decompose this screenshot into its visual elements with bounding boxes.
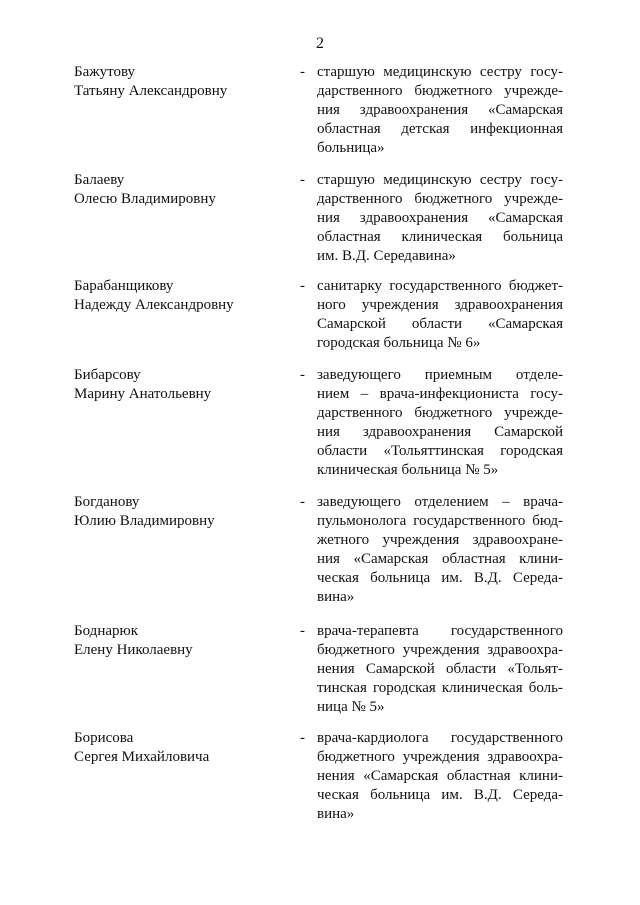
- dash-separator: -: [300, 494, 305, 510]
- given-names: Юлию Владимировну: [74, 513, 215, 529]
- person-name: [74, 277, 274, 315]
- position-line: вина»: [317, 806, 355, 822]
- given-names: Сергея Михайловича: [74, 749, 210, 765]
- dash-separator: -: [300, 623, 305, 639]
- position-line: ния здравоохранения «Самарская: [317, 210, 563, 226]
- given-names: Олесю Владимировну: [74, 191, 216, 207]
- surname: Барабанщикову: [74, 278, 174, 294]
- position-line: больница»: [317, 140, 385, 156]
- position-line: ческая больница им. В.Д. Середа-: [317, 787, 563, 803]
- position-description: [317, 171, 563, 266]
- position-line: ного учреждения здравоохранения: [317, 297, 563, 313]
- position-line: ния «Самарская областная клини-: [317, 551, 563, 567]
- given-names: Елену Николаевну: [74, 642, 193, 658]
- given-names: Марину Анатольевну: [74, 386, 212, 402]
- position-line: областная детская инфекционная: [317, 121, 563, 137]
- position-line: ница № 5»: [317, 699, 385, 715]
- position-line: ния здравоохранения Самарской: [317, 424, 563, 440]
- position-line: заведующего приемным отделе-: [317, 367, 563, 383]
- position-line: бюджетного учреждения здравоохра-: [317, 749, 563, 765]
- position-line: ческая больница им. В.Д. Середа-: [317, 570, 563, 586]
- position-description: [317, 622, 563, 717]
- person-name: [74, 622, 274, 660]
- position-line: области «Тольяттинская городская: [317, 443, 563, 459]
- position-line: жетного учреждения здравоохране-: [317, 532, 563, 548]
- position-description: [317, 277, 563, 353]
- surname: Боднарюк: [74, 623, 138, 639]
- page-number: 2: [316, 35, 324, 52]
- person-name: [74, 729, 274, 767]
- position-line: дарственного бюджетного учрежде-: [317, 405, 563, 421]
- position-line: бюджетного учреждения здравоохра-: [317, 642, 563, 658]
- given-names: Татьяну Александровну: [74, 83, 228, 99]
- position-description: [317, 366, 563, 480]
- position-line: вина»: [317, 589, 355, 605]
- dash-separator: -: [300, 278, 305, 294]
- dash-separator: -: [300, 172, 305, 188]
- position-line: им. В.Д. Середавина»: [317, 248, 456, 264]
- position-line: областная клиническая больница: [317, 229, 563, 245]
- position-line: врача-кардиолога государственного: [317, 730, 563, 746]
- position-line: заведующего отделением – врача-: [317, 494, 563, 510]
- position-line: дарственного бюджетного учрежде-: [317, 191, 563, 207]
- position-description: [317, 63, 563, 158]
- position-line: нения Самарской области «Тольят-: [317, 661, 563, 677]
- position-description: [317, 493, 563, 607]
- position-line: клиническая больница № 5»: [317, 462, 499, 478]
- position-line: Самарской области «Самарская: [317, 316, 563, 332]
- position-line: городская больница № 6»: [317, 335, 481, 351]
- position-line: врача-терапевта государственного: [317, 623, 563, 639]
- dash-separator: -: [300, 367, 305, 383]
- position-line: ния здравоохранения «Самарская: [317, 102, 563, 118]
- given-names: Надежду Александровну: [74, 297, 234, 313]
- person-name: [74, 493, 274, 531]
- surname: Бажутову: [74, 64, 136, 80]
- position-line: дарственного бюджетного учрежде-: [317, 83, 563, 99]
- position-line: старшую медицинскую сестру госу-: [317, 64, 563, 80]
- surname: Борисова: [74, 730, 134, 746]
- person-name: [74, 366, 274, 404]
- surname: Богданову: [74, 494, 140, 510]
- surname: Бибарсову: [74, 367, 141, 383]
- surname: Балаеву: [74, 172, 125, 188]
- person-name: [74, 171, 274, 209]
- position-line: пульмонолога государственного бюд-: [317, 513, 563, 529]
- dash-separator: -: [300, 64, 305, 80]
- position-line: нием – врача-инфекциониста госу-: [317, 386, 563, 402]
- position-line: тинская городская клиническая боль-: [317, 680, 563, 696]
- position-description: [317, 729, 563, 824]
- position-line: санитарку государственного бюджет-: [317, 278, 563, 294]
- position-line: старшую медицинскую сестру госу-: [317, 172, 563, 188]
- position-line: нения «Самарская областная клини-: [317, 768, 563, 784]
- dash-separator: -: [300, 730, 305, 746]
- person-name: [74, 63, 274, 101]
